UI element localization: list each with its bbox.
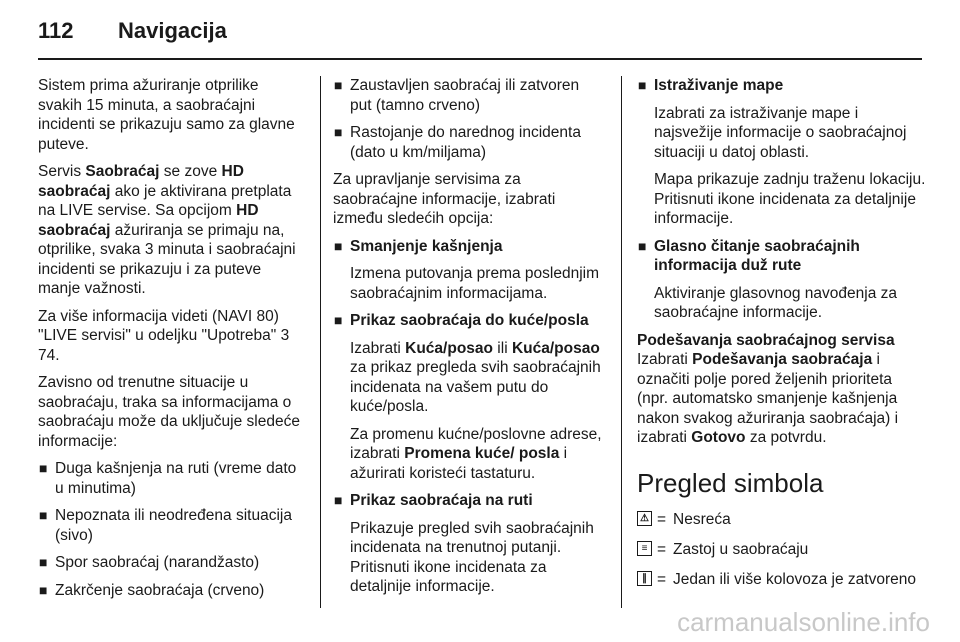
bullet-icon: ■ (334, 492, 343, 508)
subheading: Podešavanja saobraćajnog servisa (637, 331, 895, 349)
paragraph: Izabrati Podešavanja saobraćaja i označiti polje pored željenih prioriteta (npr. automatsko smanjenje kašnjenja nakon svakog ažuriranja saobraćaja) i izabrati Gotovo za potvrdu. (637, 351, 899, 446)
bullet-icon: ■ (638, 77, 647, 93)
bullet-icon: ■ (334, 312, 343, 328)
list-item: ■ Duga kašnjenja na ruti (vreme dato u minutima) (39, 460, 297, 497)
bullet-icon: ■ (334, 124, 343, 140)
option-description: Aktiviranje glasovnog navođenja za saobraćajne informacije. (654, 284, 897, 321)
option-description: Prikazuje pregled svih saobraćajnih incidenata na trenutnoj putanji. Pritisnuti ikone incidenata za detaljnije informacije. (350, 519, 594, 595)
bullet-icon: ■ (39, 554, 48, 570)
option-title: ■ Prikaz saobraćaja na ruti (334, 492, 533, 509)
page-reference-arrow-icon: 3 (280, 327, 290, 344)
chapter-title: Navigacija (118, 18, 227, 43)
section-title: Pregled simbola (637, 467, 824, 498)
bullet-icon: ■ (39, 460, 48, 476)
accident-icon: ⚠ (637, 511, 652, 526)
list-item: ■ Nepoznata ili neodređena situacija (sivo) (39, 507, 292, 544)
page-number: 112 (38, 18, 74, 43)
paragraph: Za upravljanje servisima za saobraćajne informacije, izabrati između sledećih opcija: (333, 171, 556, 227)
column-2 (333, 76, 605, 605)
option-title: ■ Glasno čitanje saobraćajnih informacija duž rute (638, 237, 860, 274)
watermark: carmanualsonline.info (677, 607, 930, 637)
list-item: ■ Zaustavljen saobraćaj ili zatvoren put (tamno crveno) (334, 77, 580, 114)
column-3 (637, 76, 927, 600)
paragraph: Servis Saobraćaj se zove HD saobraćaj ako je aktivirana pretplata na LIVE servise. Sa opcijom HD saobraćaj ažuriranja se primaju na, otprilike, svaka 3 minuta i saobraćajni incidenti se prikazuju i za puteve manje važnosti. (38, 163, 296, 297)
bullet-icon: ■ (39, 581, 48, 598)
list-item: ■ Zakrčenje saobraćaja (crveno) (39, 581, 265, 599)
paragraph: Za više informacija videti (NAVI 80) "LIVE servisi" u odeljku "Upotreba" 3 74. (38, 307, 290, 364)
symbol-label: Jedan ili više kolovoza je zatvoreno (673, 570, 916, 588)
bullet-icon: ■ (638, 237, 647, 254)
column-1 (38, 76, 306, 608)
bullet-icon: ■ (334, 77, 343, 93)
option-title: ■ Prikaz saobraćaja do kuće/posla (334, 312, 589, 329)
column-divider (621, 76, 622, 608)
symbol-label: Zastoj u saobraćaju (673, 540, 809, 558)
bullet-icon: ■ (334, 237, 343, 254)
symbol-row: ∥ = Jedan ili više kolovoza je zatvoreno (637, 570, 927, 590)
lane-closed-icon: ∥ (637, 571, 652, 586)
symbol-row: ≡ = Zastoj u saobraćaju (637, 540, 927, 560)
option-description: Izabrati za istraživanje mape i najsvežije informacije o saobraćajnoj situaciji u datoj oblasti. (654, 104, 907, 161)
option-title: ■ Smanjenje kašnjenja (334, 237, 503, 255)
list-item: ■ Spor saobraćaj (narandžasto) (39, 554, 260, 571)
symbol-row: ⚠ = Nesreća (637, 510, 927, 530)
paragraph: Sistem prima ažuriranje otprilike svakih 15 minuta, a saobraćajni incidenti se prikazuju samo za glavne puteve. (38, 77, 295, 153)
option-description: Za promenu kućne/poslovne adrese, izabrati Promena kuće/ posla i ažurirati koristeći tastaturu. (350, 425, 602, 482)
option-description: Izabrati Kuća/posao ili Kuća/posao za prikaz pregleda svih saobraćajnih incidenata na vašem putu do kuće/posla. (350, 339, 601, 415)
option-title: ■ Istraživanje mape (638, 77, 784, 94)
column-divider (320, 76, 321, 608)
option-description: Izmena putovanja prema poslednjim saobraćajnim informacijama. (350, 265, 599, 302)
bullet-icon: ■ (39, 507, 48, 523)
option-description: Mapa prikazuje zadnju traženu lokaciju. Pritisnuti ikone incidenata za detaljnije informacije. (654, 171, 926, 227)
paragraph: Zavisno od trenutne situacije u saobraćaju, traka sa informacijama o saobraćaju može da uključuje sledeće informacije: (38, 374, 300, 450)
traffic-jam-icon: ≡ (637, 541, 652, 556)
symbol-label: Nesreća (673, 510, 731, 528)
header-rule (38, 58, 922, 60)
list-item: ■ Rastojanje do narednog incidenta (dato u km/miljama) (334, 124, 581, 161)
